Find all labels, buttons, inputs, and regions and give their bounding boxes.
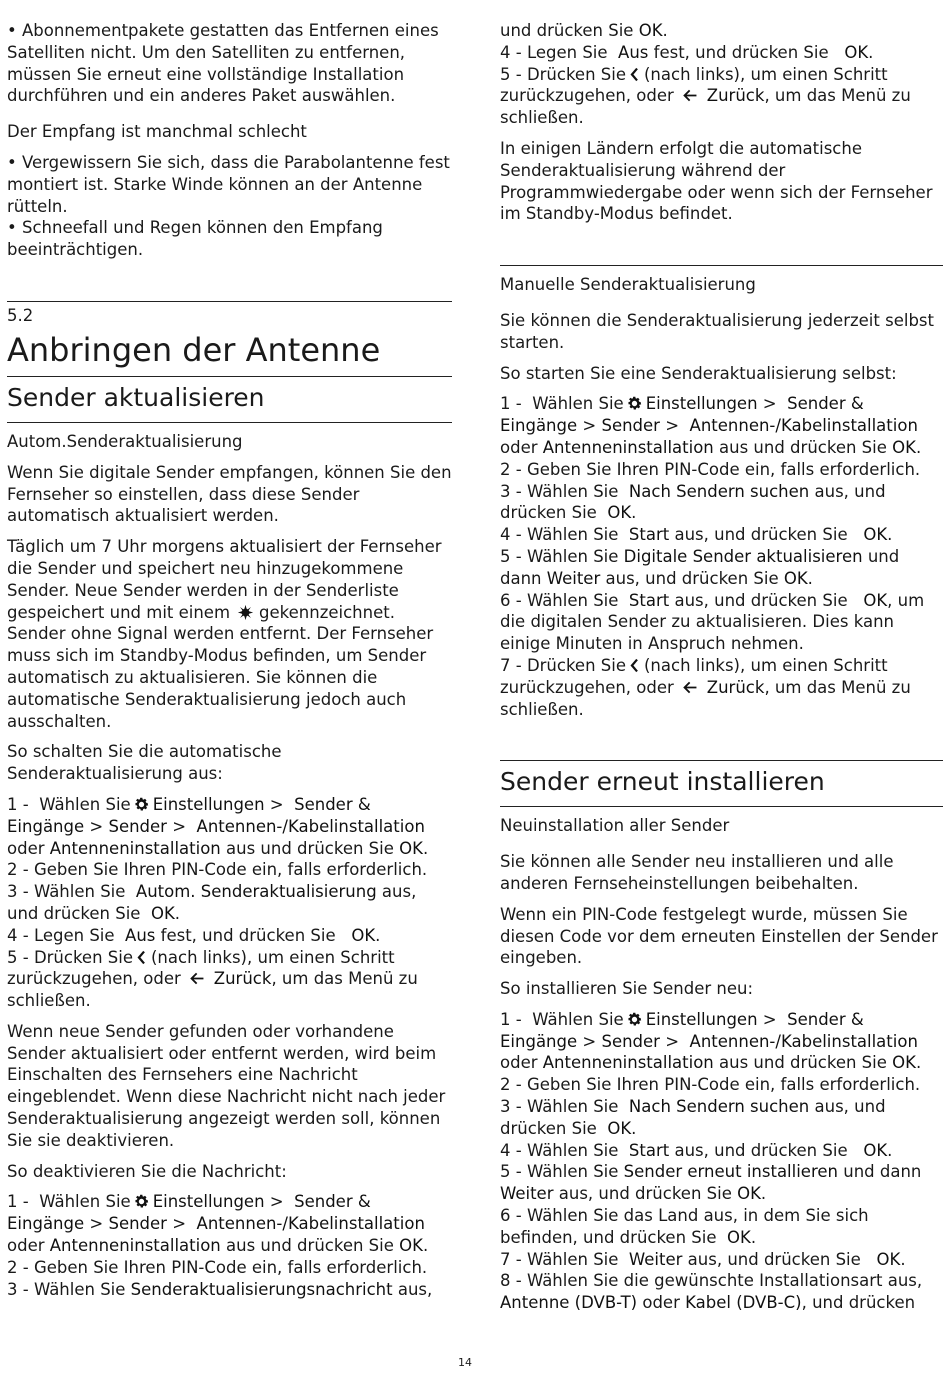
step-1 [500, 393, 943, 458]
menu-path-channels-inputs: Sender & Eingänge [500, 394, 864, 436]
step-5 [7, 947, 452, 1012]
text: (nach links), um einen Schritt zurückzugehen, oder [7, 947, 395, 989]
step-4 [500, 524, 943, 546]
text: aus, und drücken Sie [687, 1249, 861, 1269]
subsection-divider [500, 265, 943, 266]
step-6 [500, 1205, 943, 1249]
paragraph: Sie können die Senderaktualisierung jederzeit selbst starten. [500, 310, 934, 352]
text: . [900, 1249, 906, 1269]
step-7 [500, 1249, 943, 1271]
text: . [887, 525, 893, 545]
menu-item: Nach Sendern suchen [628, 481, 810, 501]
menu-item: Sender erneut installieren [623, 1162, 838, 1182]
text: aus, und drücken Sie [674, 1140, 848, 1160]
steps-auto-off [7, 794, 452, 1012]
menu-path-channels: Sender [108, 816, 167, 836]
menu-path-cable-install: Antennen-/Kabelinstallation [196, 1214, 425, 1234]
text: fest, und drücken Sie [653, 42, 829, 62]
separator: > [762, 1009, 777, 1029]
ok-key: OK [783, 568, 808, 588]
text: und dann [500, 546, 900, 588]
text: aus und drücken Sie [719, 1053, 887, 1073]
text: 3 - Wählen Sie [7, 882, 126, 902]
paragraph: So deaktivieren Sie die Nachricht: [7, 1161, 287, 1181]
text: aus, [397, 1279, 433, 1299]
chevron-left-icon [628, 657, 641, 674]
menu-path-channels: Sender [108, 1214, 167, 1234]
text: oder [7, 838, 45, 858]
step-3-continued [500, 20, 943, 42]
step-2: 2 - Geben Sie Ihren PIN-Code ein, falls erforderlich. [7, 860, 428, 880]
text: , um das Menü zu schließen. [500, 677, 911, 719]
text: 4 - Wählen Sie [500, 525, 619, 545]
text: 8 - Wählen Sie die gewünschte Installationsart aus, [500, 1271, 923, 1291]
menu-path-settings: Einstellungen [152, 794, 265, 814]
ok-key: OK [638, 21, 663, 40]
ok-key: OK [737, 1184, 761, 1204]
back-key: Zurück [213, 969, 272, 989]
subsection-divider [500, 806, 943, 807]
text: , um das Menü zu schließen. [500, 86, 911, 128]
chapter-title: Anbringen der Antenne [7, 330, 381, 369]
menu-path-cable-install: Antennen-/Kabelinstallation [196, 816, 425, 836]
step-4 [500, 1140, 943, 1162]
section-divider [7, 376, 452, 377]
step-7 [500, 655, 943, 720]
back-arrow-icon [682, 679, 699, 696]
text: aus, und drücken Sie [7, 882, 417, 923]
subsection-divider [7, 422, 452, 423]
reinstall-heading: Neuinstallation aller Sender [500, 816, 730, 836]
step-number: 1 - [7, 1192, 29, 1212]
left-column [7, 20, 452, 1309]
steps-message-off [7, 1191, 452, 1300]
text: oder [500, 1053, 538, 1073]
section-title: Sender erneut installieren [500, 767, 825, 797]
separator: > [269, 1192, 284, 1212]
text: 4 - Wählen Sie [500, 1140, 619, 1160]
paragraph: So installieren Sie Sender neu: [500, 979, 754, 999]
step-3 [7, 881, 452, 925]
text: Wählen Sie [39, 1192, 131, 1212]
text: (nach links), um einen Schritt zurückzugehen, oder [500, 64, 888, 106]
text: . [662, 21, 668, 40]
menu-item: Start [628, 1140, 670, 1160]
section-divider [500, 760, 943, 761]
ok-key: OK [844, 42, 869, 62]
gear-icon [626, 395, 643, 412]
text: aus, und drücken Sie [500, 1097, 886, 1138]
text: aus und drücken Sie [719, 437, 887, 457]
menu-item: Start [628, 590, 670, 610]
paragraph: Wenn neue Sender gefunden oder vorhandene Sender aktualisiert oder entfernt werden, wird beim Einschalten des Fernsehers eine Nachricht eingeblendet. Wenn diese Nachricht nicht nach jeder Senderaktualisierung angezeigt werden soll, können Sie sie deaktivieren. [7, 1021, 446, 1150]
text: aus, und drücken Sie [500, 481, 886, 523]
step-4 [500, 42, 943, 64]
ok-key: OK [607, 503, 632, 523]
menu-item: Start [628, 525, 670, 545]
menu-path-antenna-install: Antenneninstallation [542, 437, 714, 457]
separator: > [172, 816, 187, 836]
text: 3 - Wählen Sie [500, 481, 619, 501]
menu-item: Weiter [628, 1249, 683, 1269]
step-number: 1 - [7, 794, 29, 814]
back-arrow-icon [682, 87, 699, 104]
separator: > [665, 416, 680, 436]
ok-key: OK [863, 525, 888, 545]
intro-bullet: • Abonnementpakete gestatten das Entfernen eines Satelliten nicht. Um den Satelliten zu entfernen, müssen Sie erneut eine vollständige Installation durchführen und ein anderes Paket auswählen. [7, 21, 439, 106]
text: aus und drücken Sie [226, 1236, 394, 1256]
page-number: 14 [458, 1356, 472, 1369]
steps-continued [500, 20, 943, 129]
ok-key: OK [351, 925, 376, 945]
menu-item: Aus [125, 925, 156, 945]
reception-bullet: • Vergewissern Sie sich, dass die Parabolantenne fest montiert ist. Starke Winde können an der Antenne rütteln. [7, 152, 450, 216]
step-number: 1 - [500, 1009, 522, 1029]
paragraph: In einigen Ländern erfolgt die automatische Senderaktualisierung während der Programmwiedergabe oder wenn sich der Fernseher im Standby-Modus befindet. [500, 138, 933, 224]
text: aus und drücken Sie [226, 838, 394, 858]
paragraph [7, 536, 452, 732]
menu-item: Antenne (DVB-T) [500, 1293, 638, 1313]
text: 5 - Wählen Sie [500, 1162, 619, 1182]
paragraph: So starten Sie eine Senderaktualisierung selbst: [500, 363, 897, 383]
text: Täglich um 7 Uhr morgens aktualisiert der Fernseher die Sender und speichert neu hinzugekommene Sender. Neue Sender werden in der Senderliste gespeichert und mit einem [7, 537, 442, 622]
step-1 [7, 1191, 452, 1256]
ok-key: OK [863, 1140, 888, 1160]
separator: > [582, 1031, 597, 1051]
text: 7 - Wählen Sie [500, 1249, 619, 1269]
separator: > [762, 394, 777, 414]
text: . [868, 42, 874, 62]
text: . [760, 1184, 767, 1204]
step-3 [7, 1279, 452, 1301]
text: 5 - Wählen Sie [500, 546, 619, 566]
text: aus, und drücken Sie [558, 1184, 732, 1204]
paragraph: Sie können alle Sender neu installieren und alle anderen Fernseheinstellungen beibehalten. [500, 852, 894, 893]
chevron-left-icon [135, 949, 148, 966]
separator: > [89, 1214, 104, 1234]
text: Wählen Sie [532, 1009, 624, 1029]
text: , um die digitalen Sender zu aktualisieren. Dies kann einige Minuten in Anspruch nehmen. [500, 590, 925, 654]
menu-path-cable-install: Antennen-/Kabelinstallation [689, 1031, 918, 1051]
separator: > [172, 1214, 187, 1234]
text: fest, und drücken Sie [160, 925, 336, 945]
menu-path-channels-inputs: Sender & Eingänge [7, 1192, 371, 1234]
text: 5 - Drücken Sie [7, 947, 133, 967]
menu-path-cable-install: Antennen-/Kabelinstallation [689, 416, 918, 436]
back-arrow-icon [189, 970, 206, 987]
star-burst-icon [237, 604, 254, 621]
text: . [631, 503, 637, 523]
menu-item: Autom. Senderaktualisierung [135, 882, 377, 902]
right-column [500, 20, 943, 1323]
gear-icon [133, 796, 150, 813]
text: 6 - Wählen Sie [500, 590, 619, 610]
manual-update-heading: Manuelle Senderaktualisierung [500, 275, 756, 295]
back-key: Zurück [706, 677, 765, 697]
text: . [422, 1236, 429, 1256]
menu-path-channels-inputs: Sender & Eingänge [7, 794, 371, 836]
text: 3 - Wählen Sie [7, 1279, 126, 1299]
back-key: Zurück [706, 86, 765, 106]
text: aus, und drücken Sie [674, 525, 848, 545]
step-8 [500, 1270, 943, 1314]
menu-path-antenna-install: Antenneninstallation [49, 838, 221, 858]
step-number: 1 - [500, 394, 522, 414]
text: 3 - Wählen Sie [500, 1097, 619, 1117]
reception-bullet: • Schneefall und Regen können den Empfang beeinträchtigen. [7, 218, 383, 260]
step-2: 2 - Geben Sie Ihren PIN-Code ein, falls erforderlich. [500, 1075, 921, 1095]
menu-item: Weiter [500, 1184, 554, 1204]
text: . [174, 903, 181, 923]
auto-update-heading: Autom.Senderaktualisierung [7, 431, 243, 451]
text: 4 - Legen Sie [7, 925, 115, 945]
text: . [631, 1118, 637, 1138]
menu-item: Nach Sendern suchen [628, 1097, 810, 1117]
step-4 [7, 925, 452, 947]
text: . [807, 568, 813, 588]
menu-item: Weiter [546, 568, 601, 588]
text: aus, und drücken Sie [674, 590, 848, 610]
separator: > [665, 1031, 680, 1051]
section-title: Sender aktualisieren [7, 382, 265, 412]
steps-reinstall [500, 1009, 943, 1314]
menu-item: Kabel (DVB-C) [685, 1293, 802, 1313]
step-5 [500, 64, 943, 129]
text: . [422, 838, 429, 858]
menu-path-settings: Einstellungen [645, 394, 758, 414]
ok-key: OK [607, 1118, 632, 1138]
menu-path-antenna-install: Antenneninstallation [542, 1053, 714, 1073]
ok-key: OK [892, 1053, 916, 1073]
menu-item: Senderaktualisierungsnachricht [130, 1279, 393, 1299]
menu-item: Aus [618, 42, 649, 62]
text: oder [642, 1293, 680, 1313]
chevron-left-icon [628, 66, 641, 83]
ok-key: OK [399, 838, 423, 858]
menu-path-channels-inputs: Sender & Eingänge [500, 1009, 864, 1051]
chapter-number: 5.2 [7, 305, 34, 325]
paragraph: Wenn ein PIN-Code festgelegt wurde, müssen Sie diesen Code vor dem erneuten Einstellen der Sender eingeben. [500, 904, 938, 968]
ok-key: OK [863, 590, 888, 610]
ok-key: OK [892, 437, 916, 457]
steps-manual-update [500, 393, 943, 720]
text: . [375, 925, 381, 945]
text: . [915, 437, 922, 457]
text: gekennzeichnet. Sender ohne Signal werden entfernt. Der Fernseher muss sich im Standby-Modus befinden, um Sender automatisch zu aktualisieren. Sie können die automatische Senderaktualisierung jedoch auch ausschalten. [7, 602, 434, 731]
step-1 [500, 1009, 943, 1074]
text: oder [500, 437, 538, 457]
step-3 [500, 481, 943, 525]
text: 4 - Legen Sie [500, 42, 608, 62]
reception-heading: Der Empfang ist manchmal schlecht [7, 122, 307, 142]
ok-key: OK [399, 1236, 423, 1256]
separator: > [89, 816, 104, 836]
chapter-divider [7, 301, 452, 302]
text: oder [7, 1236, 45, 1256]
text: , um das Menü zu schließen. [7, 969, 418, 1011]
text: Wählen Sie [532, 394, 624, 414]
step-1 [7, 794, 452, 859]
text: (nach links), um einen Schritt zurückzugehen, oder [500, 655, 888, 697]
text: und drücken Sie [500, 21, 634, 40]
menu-path-settings: Einstellungen [152, 1192, 265, 1212]
text: . [915, 1053, 922, 1073]
text: aus, und drücken Sie [605, 568, 779, 588]
gear-icon [133, 1193, 150, 1210]
text: 5 - Drücken Sie [500, 64, 626, 84]
menu-path-settings: Einstellungen [645, 1009, 758, 1029]
text: . [750, 1227, 757, 1247]
separator: > [269, 794, 284, 814]
ok-key: OK [876, 1249, 901, 1269]
menu-path-channels: Sender [601, 1031, 660, 1051]
text: . [887, 1140, 893, 1160]
text: , und drücken [801, 1293, 916, 1313]
ok-key: OK [727, 1227, 751, 1247]
step-2: 2 - Geben Sie Ihren PIN-Code ein, falls erforderlich. [7, 1257, 428, 1277]
menu-path-antenna-install: Antenneninstallation [49, 1236, 221, 1256]
text: 6 - Wählen Sie das Land aus, in dem Sie sich befinden, und drücken Sie [500, 1206, 869, 1247]
separator: > [582, 416, 597, 436]
step-3 [500, 1096, 943, 1140]
step-2: 2 - Geben Sie Ihren PIN-Code ein, falls erforderlich. [500, 459, 921, 479]
step-5 [500, 546, 943, 590]
step-6 [500, 590, 943, 655]
menu-path-channels: Sender [601, 416, 660, 436]
ok-key: OK [150, 903, 175, 923]
paragraph: So schalten Sie die automatische Senderaktualisierung aus: [7, 742, 282, 784]
gear-icon [626, 1011, 643, 1028]
text: und dann [843, 1162, 922, 1182]
text: 7 - Drücken Sie [500, 655, 626, 675]
step-5 [500, 1161, 943, 1205]
paragraph: Wenn Sie digitale Sender empfangen, können Sie den Fernseher so einstellen, dass diese Sender automatisch aktualisiert werden. [7, 462, 452, 526]
text: Wählen Sie [39, 794, 131, 814]
menu-item: Digitale Sender aktualisieren [623, 546, 863, 566]
